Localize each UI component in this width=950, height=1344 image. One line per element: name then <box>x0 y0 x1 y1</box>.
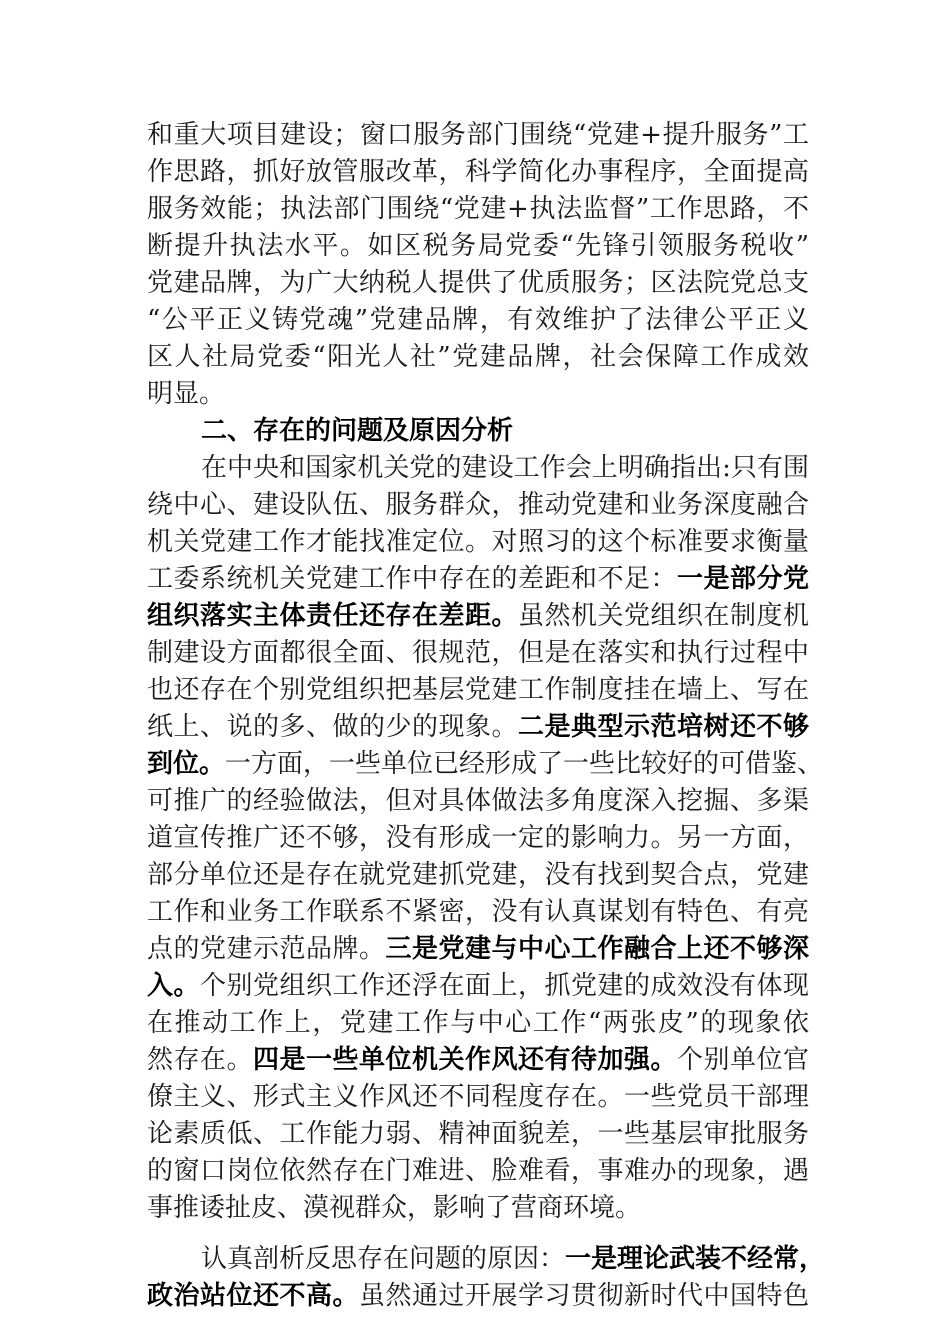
body-text-line: “公平正义铸党魂”党建品牌，有效维护了法律公平正义 <box>147 305 809 335</box>
body-text-line: 在推动工作上，党建工作与中心工作“两张皮”的现象依 <box>147 1008 809 1038</box>
body-text: 工委系统机关党建工作中存在的差距和不足： <box>147 564 677 594</box>
body-text-line: 工作和业务工作联系不紧密，没有认真谋划有特色、有亮 <box>147 897 809 927</box>
body-text-line: 党建品牌，为广大纳税人提供了优质服务；区法院党总支 <box>147 268 809 298</box>
body-text: 然存在。 <box>147 1045 253 1075</box>
body-text-line: 制建设方面都很全面、很规范，但是在落实和执行过程中 <box>147 638 809 668</box>
body-text-line: 服务效能；执法部门围绕“党建+执法监督”工作思路，不 <box>147 194 809 224</box>
body-text: 个别党组织工作还浮在面上，抓党建的成效没有体现 <box>200 971 809 1001</box>
body-text-line: 也还存在个别党组织把基层党建工作制度挂在墙上、写在 <box>147 675 809 705</box>
body-text-line: 部分单位还是存在就党建抓党建，没有找到契合点，党建 <box>147 860 809 890</box>
body-text-line: 机关党建工作才能找准定位。对照习的这个标准要求衡量 <box>147 527 809 557</box>
body-text: 认真剖析反思存在问题的原因： <box>201 1244 566 1274</box>
body-text-line: 绕中心、建设队伍、服务群众，推动党建和业务深度融合 <box>147 490 809 520</box>
body-text: 虽然通过开展学习贯彻新时代中国特色 <box>359 1281 809 1311</box>
body-text-line <box>147 966 809 1006</box>
body-text-line: 在中央和国家机关党的建设工作会上明确指出:只有围 <box>201 453 809 483</box>
body-text-line: 断提升执法水平。如区税务局党委“先锋引领服务税收” <box>147 231 809 261</box>
body-text: 个别单位官 <box>676 1045 809 1075</box>
body-text-line <box>147 596 809 636</box>
body-text-line: 可推广的经验做法，但对具体做法多角度深入挖掘、多渠 <box>147 786 809 816</box>
body-text: 纸上、说的多、做的少的现象。 <box>147 712 518 742</box>
body-text-line <box>147 707 809 747</box>
emphasis-text: 四是一些单位机关作风还有待加强。 <box>253 1045 677 1075</box>
emphasis-text: 一是部分党 <box>676 564 809 594</box>
emphasis-text: 二是典型示范培树还不够 <box>517 712 809 742</box>
emphasis-text: 组织落实主体责任还存在差距。 <box>147 601 518 631</box>
body-text-line: 作思路，抓好放管服改革，科学简化办事程序，全面提高 <box>147 157 809 187</box>
body-text-line <box>147 744 824 784</box>
body-text-line: 论素质低、工作能力弱、精神面貌差，一些基层审批服务 <box>147 1119 809 1149</box>
body-text: 一方面，一些单位已经形成了一些比较好的可借鉴、 <box>225 749 824 779</box>
emphasis-text: 政治站位还不高。 <box>147 1281 359 1311</box>
body-text-line: 道宣传推广还不够，没有形成一定的影响力。另一方面， <box>147 823 809 853</box>
body-text: 点的党建示范品牌。 <box>147 934 386 964</box>
section-heading: 二、存在的问题及原因分析 <box>201 416 514 446</box>
body-text-line <box>147 559 809 599</box>
emphasis-text: 入。 <box>147 971 200 1001</box>
emphasis-text: 三是党建与中心工作融合上还不够深 <box>385 934 809 964</box>
body-text-line <box>147 1276 809 1316</box>
emphasis-text: 一是理论武装不经常， <box>565 1244 826 1274</box>
body-text: 虽然机关党组织在制度机 <box>517 601 809 631</box>
body-text-line: 的窗口岗位依然存在门难进、脸难看，事难办的现象，遇 <box>147 1156 809 1186</box>
body-text-line: 区人社局党委“阳光人社”党建品牌，社会保障工作成效 <box>147 342 809 372</box>
body-text-line <box>201 1239 826 1279</box>
body-text-line: 僚主义、形式主义作风还不同程度存在。一些党员干部理 <box>147 1082 809 1112</box>
body-text-line <box>147 929 809 969</box>
body-text-line: 事推诿扯皮、漠视群众，影响了营商环境。 <box>147 1193 642 1223</box>
body-text-line: 明显。 <box>147 379 226 409</box>
emphasis-text: 到位。 <box>147 749 226 779</box>
body-text-line <box>147 1040 809 1080</box>
body-text-line: 和重大项目建设；窗口服务部门围绕“党建+提升服务”工 <box>147 120 809 150</box>
